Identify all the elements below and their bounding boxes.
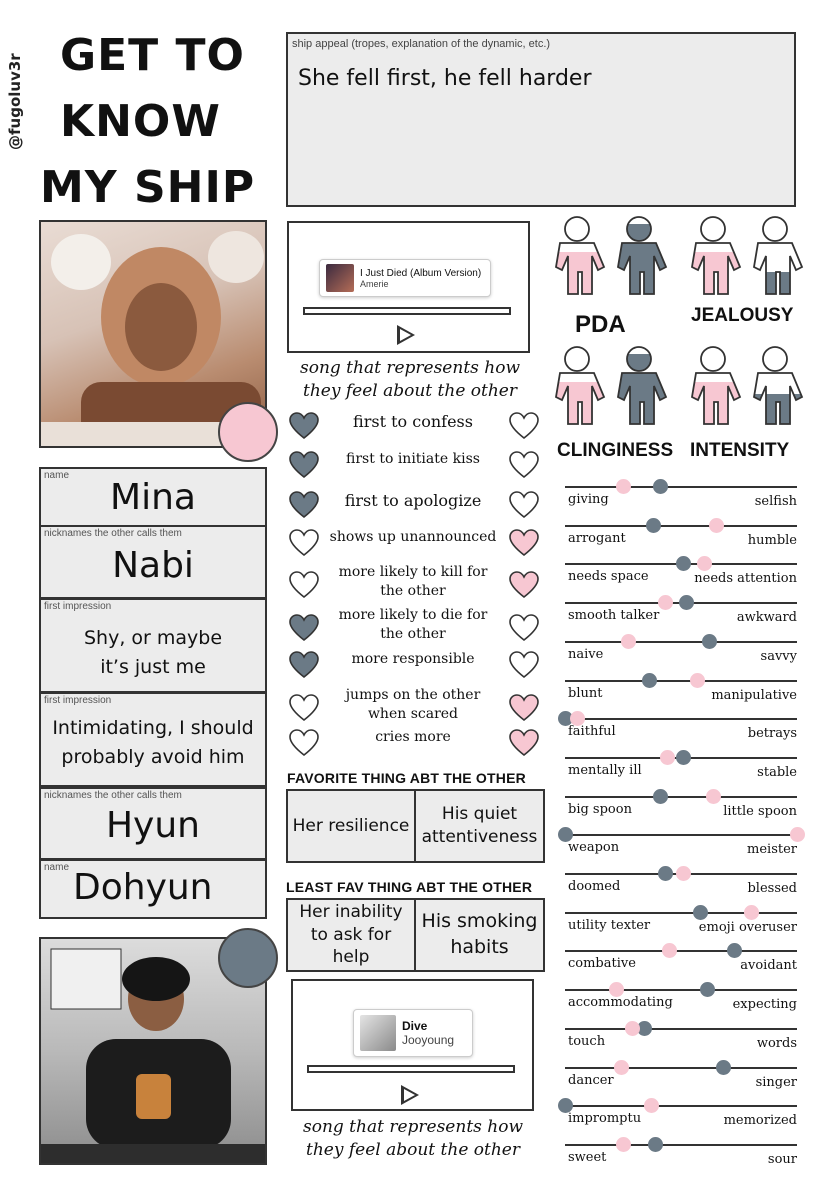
slate-slider-dot[interactable] bbox=[653, 789, 668, 804]
question-text: shows up unannounced bbox=[329, 529, 497, 545]
slider-track bbox=[565, 718, 797, 720]
person-icon bbox=[610, 345, 668, 427]
slider-track bbox=[565, 834, 797, 836]
slider-track bbox=[565, 1105, 797, 1107]
slate-slider-dot[interactable] bbox=[693, 905, 708, 920]
slider-left-label: touch bbox=[568, 1033, 606, 1049]
meter-label: PDA bbox=[575, 311, 626, 338]
meter-clinginess bbox=[548, 345, 668, 427]
slider-track bbox=[565, 950, 797, 952]
slate-slider-dot[interactable] bbox=[702, 634, 717, 649]
trait-slider bbox=[565, 790, 797, 824]
trait-slider bbox=[565, 906, 797, 940]
pink-slider-dot[interactable] bbox=[644, 1098, 659, 1113]
trait-slider bbox=[565, 1099, 797, 1133]
pink-slider-dot[interactable] bbox=[658, 595, 673, 610]
slider-left-label: big spoon bbox=[568, 801, 632, 817]
song-artist: Amerie bbox=[360, 278, 389, 289]
pink-slider-dot[interactable] bbox=[676, 866, 691, 881]
question-text: more likely to kill for the other bbox=[338, 564, 488, 599]
trait-slider bbox=[565, 480, 797, 514]
trait-slider bbox=[565, 674, 797, 708]
field-value: Mina bbox=[110, 477, 196, 518]
album-cover-2 bbox=[360, 1015, 396, 1051]
person-icon bbox=[746, 215, 804, 297]
left-heart-icon[interactable] bbox=[289, 651, 319, 679]
slate-slider-dot[interactable] bbox=[653, 479, 668, 494]
slider-track bbox=[565, 796, 797, 798]
slider-left-label: dancer bbox=[568, 1072, 614, 1088]
slate-slider-dot[interactable] bbox=[648, 1137, 663, 1152]
song-title: Dive bbox=[402, 1019, 428, 1033]
left-heart-icon[interactable] bbox=[289, 412, 319, 440]
character-1-color-dot bbox=[218, 402, 278, 462]
slider-track bbox=[565, 912, 797, 914]
slider-left-label: smooth talker bbox=[568, 608, 660, 624]
slider-right-label: little spoon bbox=[723, 803, 797, 819]
slider-right-label: manipulative bbox=[711, 687, 797, 703]
slider-track bbox=[565, 641, 797, 643]
left-heart-icon[interactable] bbox=[289, 491, 319, 519]
slider-left-label: sweet bbox=[568, 1149, 607, 1165]
field-label: first impression bbox=[44, 695, 112, 706]
right-heart-icon[interactable] bbox=[509, 651, 539, 679]
slider-right-label: emoji overuser bbox=[698, 919, 797, 935]
field-label: nicknames the other calls them bbox=[44, 528, 182, 539]
meter-label: JEALOUSY bbox=[691, 305, 794, 326]
right-heart-icon[interactable] bbox=[509, 412, 539, 440]
question-text: more responsible bbox=[351, 651, 475, 667]
slider-left-label: blunt bbox=[568, 685, 603, 701]
question-text: more likely to die for the other bbox=[338, 607, 488, 642]
meter-pda bbox=[548, 215, 668, 297]
left-heart-icon[interactable] bbox=[289, 529, 319, 557]
pink-slider-dot[interactable] bbox=[706, 789, 721, 804]
field-label: nicknames the other calls them bbox=[44, 790, 182, 801]
title-line-2: KNOW bbox=[60, 96, 221, 147]
song-artist: Jooyoung bbox=[402, 1033, 455, 1047]
pink-slider-dot[interactable] bbox=[790, 827, 805, 842]
left-heart-icon[interactable] bbox=[289, 729, 319, 757]
progress-bar-1[interactable] bbox=[303, 307, 511, 315]
meter-label: CLINGINESS bbox=[557, 440, 674, 461]
right-heart-icon[interactable] bbox=[509, 729, 539, 757]
trait-slider bbox=[565, 751, 797, 785]
slider-left-label: mentally ill bbox=[568, 762, 642, 778]
slider-left-label: weapon bbox=[568, 840, 620, 856]
slider-track bbox=[565, 525, 797, 527]
album-cover-1 bbox=[326, 264, 354, 292]
slider-right-label: stable bbox=[757, 764, 797, 780]
slate-slider-dot[interactable] bbox=[700, 982, 715, 997]
first-impression-field-1 bbox=[39, 598, 267, 693]
left-heart-icon[interactable] bbox=[289, 614, 319, 642]
question-text: first to apologize bbox=[344, 491, 482, 510]
name-field-2 bbox=[39, 859, 267, 919]
slate-slider-dot[interactable] bbox=[658, 866, 673, 881]
ship-appeal-box bbox=[286, 32, 796, 207]
trait-slider bbox=[565, 867, 797, 901]
slider-track bbox=[565, 1067, 797, 1069]
slider-left-label: arrogant bbox=[568, 530, 626, 546]
trait-slider bbox=[565, 519, 797, 553]
slider-left-label: doomed bbox=[568, 879, 621, 894]
question-text: cries more bbox=[375, 729, 451, 745]
person-icon bbox=[684, 215, 742, 297]
slider-left-label: giving bbox=[568, 492, 609, 507]
trait-slider bbox=[565, 1138, 797, 1172]
person-icon bbox=[610, 215, 668, 297]
song-caption-1: song that represents how they feel about the other bbox=[299, 358, 521, 401]
slider-right-label: betrays bbox=[747, 726, 797, 742]
pink-slider-dot[interactable] bbox=[662, 943, 677, 958]
slider-track bbox=[565, 486, 797, 488]
right-heart-icon[interactable] bbox=[509, 614, 539, 642]
character-2-color-dot bbox=[218, 928, 278, 988]
song-chip-2[interactable] bbox=[353, 1009, 473, 1057]
question-text: first to initiate kiss bbox=[346, 451, 480, 467]
person-icon bbox=[746, 345, 804, 427]
song-chip-1[interactable] bbox=[319, 259, 491, 297]
title-line-3: MY SHIP bbox=[40, 162, 256, 213]
trait-slider bbox=[565, 635, 797, 669]
least-fav-cell-left: Her inability to ask for help bbox=[286, 898, 416, 972]
least-fav-heading: LEAST FAV THING ABT THE OTHER bbox=[286, 879, 533, 895]
pink-slider-dot[interactable] bbox=[709, 518, 724, 533]
slider-right-label: words bbox=[756, 1035, 797, 1051]
slider-right-label: memorized bbox=[723, 1113, 797, 1129]
right-heart-icon[interactable] bbox=[509, 529, 539, 557]
slider-right-label: needs attention bbox=[694, 571, 797, 587]
pink-slider-dot[interactable] bbox=[616, 1137, 631, 1152]
meter-label: INTENSITY bbox=[690, 440, 790, 461]
right-heart-icon[interactable] bbox=[509, 451, 539, 479]
slider-left-label: needs space bbox=[568, 569, 649, 585]
slider-right-label: blessed bbox=[747, 881, 797, 896]
slider-track bbox=[565, 1028, 797, 1030]
slider-right-label: sour bbox=[767, 1151, 797, 1167]
song-player-2 bbox=[291, 979, 534, 1111]
slate-slider-dot[interactable] bbox=[646, 518, 661, 533]
right-heart-icon[interactable] bbox=[509, 694, 539, 722]
favorite-cell-left: Her resilience bbox=[286, 789, 416, 863]
slider-left-label: naive bbox=[568, 646, 604, 662]
person-icon bbox=[548, 215, 606, 297]
right-heart-icon[interactable] bbox=[509, 491, 539, 519]
question-text: jumps on the other when scared bbox=[345, 687, 481, 722]
creator-handle: @fugoluv3r bbox=[6, 53, 24, 150]
slate-slider-dot[interactable] bbox=[727, 943, 742, 958]
slider-left-label: faithful bbox=[568, 724, 616, 740]
song-caption-2: song that represents how they feel about the other bbox=[302, 1117, 524, 1160]
slider-right-label: expecting bbox=[732, 997, 797, 1013]
pink-slider-dot[interactable] bbox=[614, 1060, 629, 1075]
slider-track bbox=[565, 680, 797, 682]
play-icon[interactable] bbox=[401, 1085, 419, 1105]
ship-appeal-label: ship appeal (tropes, explanation of the dynamic, etc.) bbox=[292, 38, 551, 50]
trait-slider bbox=[565, 983, 797, 1017]
slider-left-label: accommodating bbox=[568, 995, 673, 1011]
person-icon bbox=[684, 345, 742, 427]
trait-slider bbox=[565, 712, 797, 746]
slider-left-label: utility texter bbox=[568, 917, 651, 933]
favorite-heading: FAVORITE THING ABT THE OTHER bbox=[287, 770, 526, 786]
field-label: name bbox=[44, 862, 70, 873]
slider-right-label: singer bbox=[755, 1074, 797, 1090]
title-line-1: GET TO bbox=[60, 30, 245, 81]
trait-slider bbox=[565, 1022, 797, 1056]
least-fav-cell-right: His smoking habits bbox=[414, 898, 545, 972]
slate-slider-dot[interactable] bbox=[676, 556, 691, 571]
left-heart-icon[interactable] bbox=[289, 694, 319, 722]
progress-bar-2[interactable] bbox=[307, 1065, 515, 1073]
slate-slider-dot[interactable] bbox=[716, 1060, 731, 1075]
pink-slider-dot[interactable] bbox=[621, 634, 636, 649]
pink-slider-dot[interactable] bbox=[744, 905, 759, 920]
nickname-field-1 bbox=[39, 525, 267, 599]
trait-slider bbox=[565, 1061, 797, 1095]
nickname-field-2 bbox=[39, 787, 267, 860]
slate-slider-dot[interactable] bbox=[679, 595, 694, 610]
pink-slider-dot[interactable] bbox=[660, 750, 675, 765]
first-impression-field-2 bbox=[39, 692, 267, 787]
pink-slider-dot[interactable] bbox=[625, 1021, 640, 1036]
trait-slider bbox=[565, 596, 797, 630]
field-value: Dohyun bbox=[73, 867, 213, 908]
trait-slider bbox=[565, 944, 797, 978]
song-title: I Just Died (Album Version) bbox=[360, 267, 482, 279]
slider-right-label: selfish bbox=[754, 494, 797, 509]
slider-track bbox=[565, 1144, 797, 1146]
slider-right-label: savvy bbox=[760, 648, 797, 664]
question-text: first to confess bbox=[353, 412, 473, 431]
pink-slider-dot[interactable] bbox=[690, 673, 705, 688]
left-heart-icon[interactable] bbox=[289, 571, 319, 599]
slider-right-label: meister bbox=[747, 842, 797, 858]
slider-right-label: humble bbox=[747, 532, 797, 548]
song-player-1 bbox=[287, 221, 530, 353]
person-icon bbox=[548, 345, 606, 427]
field-value: Hyun bbox=[105, 805, 200, 846]
favorite-cell-right: His quiet attentiveness bbox=[414, 789, 545, 863]
play-icon[interactable] bbox=[397, 325, 415, 345]
field-label: first impression bbox=[44, 601, 112, 612]
field-label: name bbox=[44, 470, 70, 481]
ship-appeal-text: She fell first, he fell harder bbox=[298, 66, 592, 91]
trait-slider bbox=[565, 557, 797, 591]
slider-right-label: awkward bbox=[736, 610, 797, 626]
left-heart-icon[interactable] bbox=[289, 451, 319, 479]
field-value: Nabi bbox=[112, 545, 194, 586]
trait-slider bbox=[565, 828, 797, 862]
field-value: Shy, or maybe it’s just me bbox=[83, 627, 223, 679]
slider-left-label: combative bbox=[568, 956, 636, 972]
meter-intensity bbox=[684, 345, 804, 427]
slider-left-label: impromptu bbox=[568, 1111, 642, 1127]
meter-jealousy bbox=[684, 215, 804, 297]
pink-slider-dot[interactable] bbox=[616, 479, 631, 494]
pink-slider-dot[interactable] bbox=[697, 556, 712, 571]
name-field-1 bbox=[39, 467, 267, 527]
slate-slider-dot[interactable] bbox=[642, 673, 657, 688]
field-value: Intimidating, I should probably avoid him bbox=[52, 717, 254, 769]
slate-slider-dot[interactable] bbox=[676, 750, 691, 765]
right-heart-icon[interactable] bbox=[509, 571, 539, 599]
slider-right-label: avoidant bbox=[740, 958, 797, 974]
slider-track bbox=[565, 989, 797, 991]
